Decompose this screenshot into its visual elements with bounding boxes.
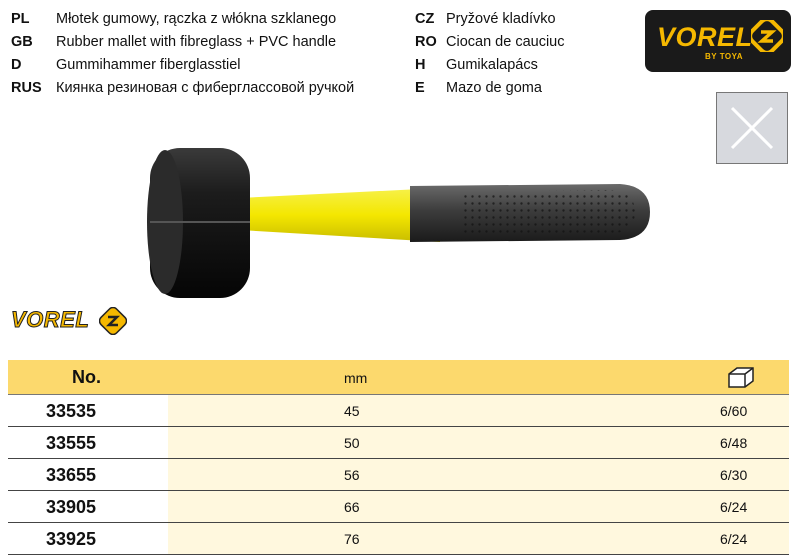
header-no: No. — [72, 367, 101, 387]
placeholder-x-box — [716, 92, 788, 164]
lang-name-e: Mazo de goma — [446, 80, 542, 96]
product-table — [8, 360, 789, 555]
rubber-mallet-image — [140, 130, 660, 300]
x-icon — [717, 93, 787, 163]
row-size: 50 — [344, 435, 360, 451]
lang-code-pl: PL — [11, 11, 30, 27]
row-number: 33535 — [46, 401, 97, 421]
table-row — [8, 523, 789, 555]
box-icon — [726, 365, 756, 389]
row-number: 33925 — [46, 529, 97, 549]
table-row — [8, 427, 789, 459]
lang-name-cz: Pryžové kladívko — [446, 11, 556, 27]
row-package: 6/60 — [720, 403, 748, 419]
row-size: 45 — [344, 403, 360, 419]
row-number: 33555 — [46, 433, 97, 453]
lang-code-e: E — [415, 80, 425, 96]
table-row — [8, 491, 789, 523]
table-row — [8, 459, 789, 491]
lang-name-gb: Rubber mallet with fibreglass + PVC handle — [56, 34, 337, 50]
lang-name-h: Gumikalapács — [446, 57, 538, 73]
vorel-logo-small — [11, 305, 129, 339]
row-package: 6/48 — [720, 435, 748, 451]
lang-code-ro: RO — [415, 34, 437, 50]
vorel-logo-large — [645, 10, 791, 72]
logo-emblem-icon — [751, 20, 783, 52]
lang-code-rus: RUS — [11, 80, 42, 96]
row-package: 6/24 — [720, 531, 748, 547]
lang-code-gb: GB — [11, 34, 33, 50]
lang-code-d: D — [11, 57, 22, 73]
lang-name-pl: Młotek gumowy, rączka z włókna szklanego — [56, 11, 337, 27]
row-number: 33905 — [46, 497, 97, 517]
logo-wordmark: VOREL — [657, 22, 753, 52]
row-number: 33655 — [46, 465, 97, 485]
table-row — [8, 395, 789, 427]
row-size: 66 — [344, 499, 360, 515]
header-mm: mm — [344, 370, 368, 386]
logo-subtitle: BY TOYA — [705, 52, 744, 61]
logo-emblem-small-icon — [99, 307, 127, 335]
lang-name-d: Gummihammer fiberglasstiel — [56, 57, 241, 73]
row-package: 6/24 — [720, 499, 748, 515]
row-size: 56 — [344, 467, 360, 483]
table-header — [8, 360, 789, 395]
lang-code-cz: CZ — [415, 11, 435, 27]
lang-name-rus: Киянка резиновая с фиберглассовой ручкой — [56, 80, 355, 96]
lang-name-ro: Ciocan de cauciuc — [446, 34, 565, 50]
logo-wordmark-small: VOREL — [11, 307, 90, 332]
row-size: 76 — [344, 531, 360, 547]
lang-code-h: H — [415, 57, 426, 73]
row-package: 6/30 — [720, 467, 748, 483]
